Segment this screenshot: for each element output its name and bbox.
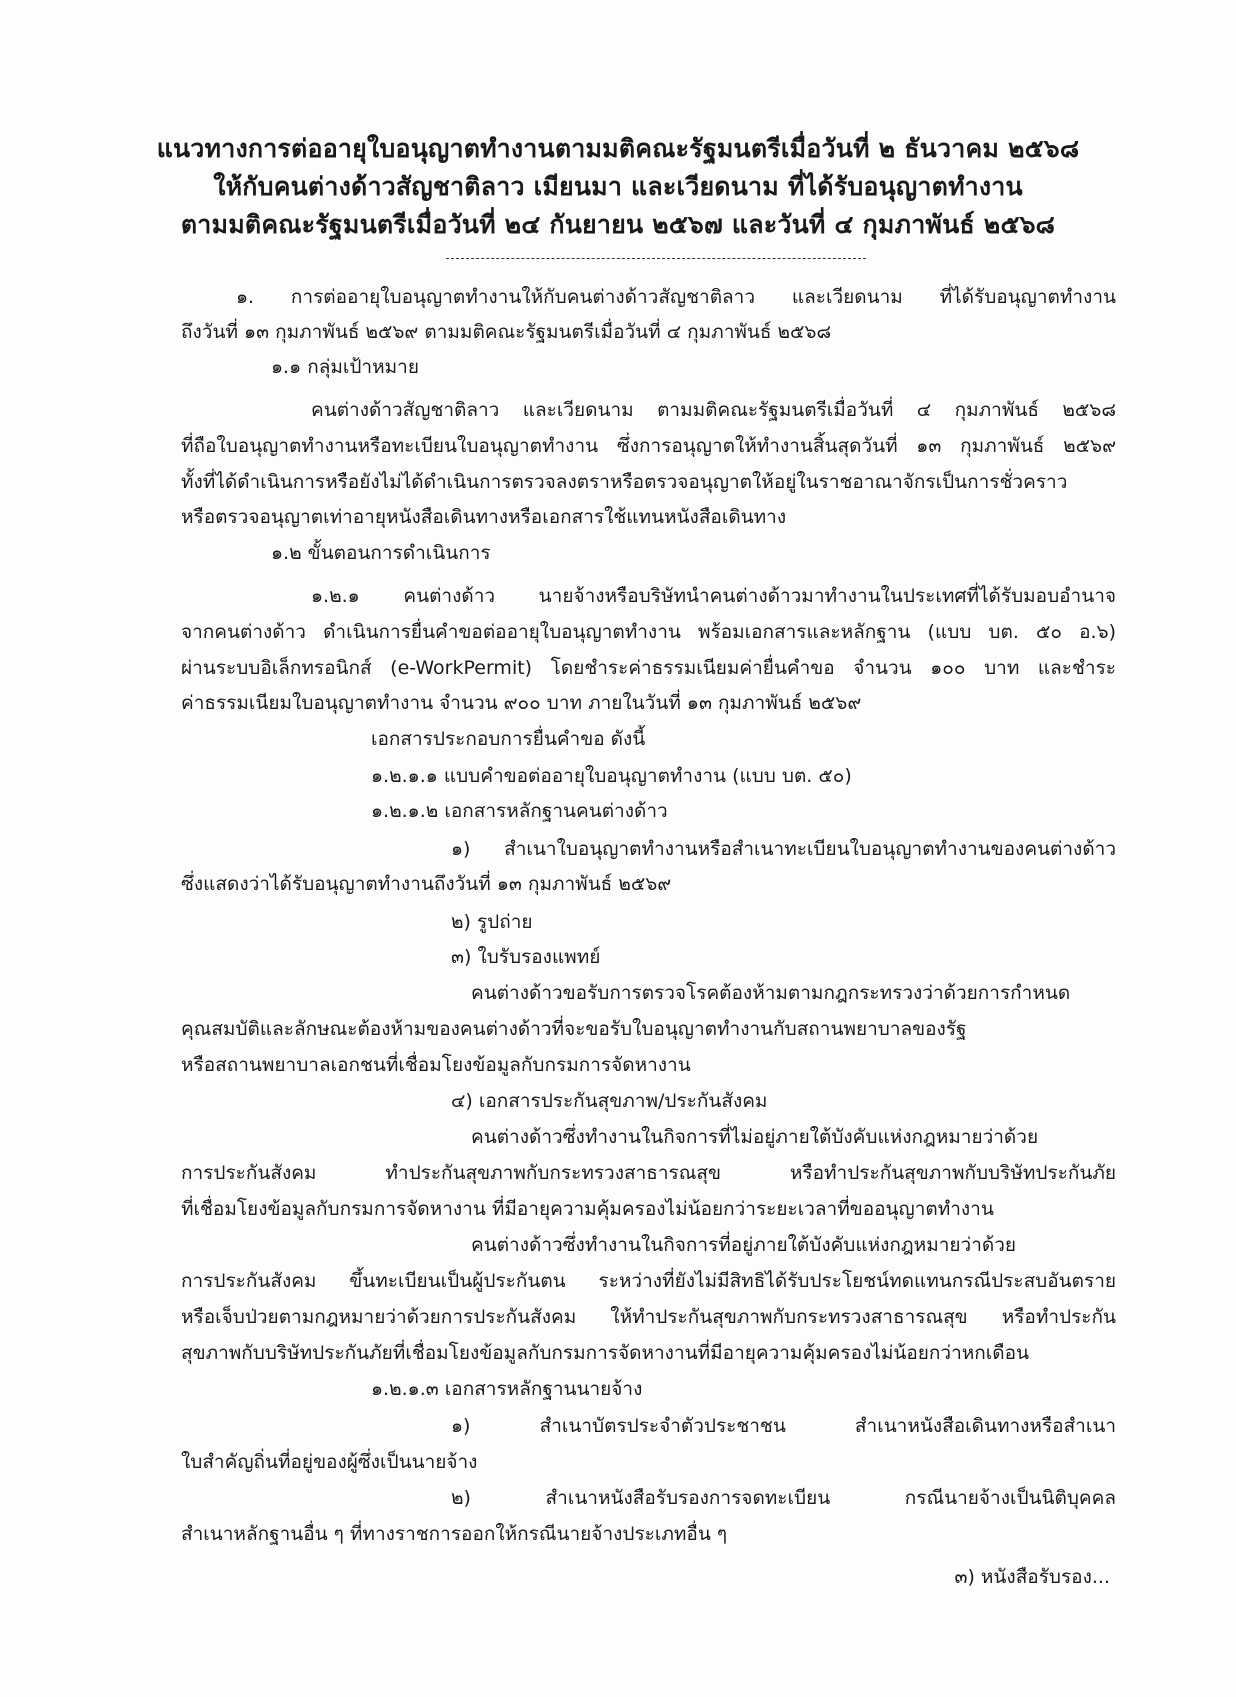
foreigner-doc-3-line-2: คุณสมบัติและลักษณะต้องห้ามของคนต่างด้าวที่จะขอรับใบอนุญาตทำงานกับสถานพยาบาลของรัฐ	[181, 1018, 967, 1040]
section-1-1-line-4: หรือตรวจอนุญาตเท่าอายุหนังสือเดินทางหรือเอกสารใช้แทนหนังสือเดินทาง	[181, 506, 787, 528]
foreigner-doc-4a-line-1: คนต่างด้าวซึ่งทำงานในกิจการที่ไม่อยู่ภายใต้บังคับแห่งกฎหมายว่าด้วย	[471, 1126, 1039, 1148]
section-1-line-2: ถึงวันที่ ๑๓ กุมภาพันธ์ ๒๕๖๙ ตามมติคณะรัฐมนตรีเมื่อวันที่ ๔ กุมภาพันธ์ ๒๕๖๘	[181, 321, 832, 343]
title-line-2: ให้กับคนต่างด้าวสัญชาติลาว เมียนมา และเวียดนาม ที่ได้รับอนุญาตทำงาน	[213, 172, 1023, 201]
section-1-2-heading: ๑.๒ ขั้นตอนการดำเนินการ	[271, 542, 491, 564]
section-1-2-1-line-4: ค่าธรรมเนียมใบอนุญาตทำงาน จำนวน ๙๐๐ บาท ภายในวันที่ ๑๓ กุมภาพันธ์ ๒๕๖๙	[181, 692, 862, 714]
foreigner-doc-4b-line-3: หรือเจ็บป่วยตามกฎหมายว่าด้วยการประกันสังคม ให้ทำประกันสุขภาพกับกระทรวงสาธารณสุข หรือทำประกัน	[181, 1306, 1116, 1328]
foreigner-doc-4b-line-4: สุขภาพกับบริษัทประกันภัยที่เชื่อมโยงข้อมูลกับกรมการจัดหางานที่มีอายุความคุ้มครองไม่น้อยกว่าหกเดือน	[181, 1342, 1029, 1364]
title-line-3: ตามมติคณะรัฐมนตรีเมื่อวันที่ ๒๔ กันยายน ๒๕๖๗ และวันที่ ๔ กุมภาพันธ์ ๒๕๖๘	[180, 210, 1056, 239]
foreigner-doc-3-line-3: หรือสถานพยาบาลเอกชนที่เชื่อมโยงข้อมูลกับกรมการจัดหางาน	[181, 1054, 691, 1076]
foreigner-doc-3-line-1: คนต่างด้าวขอรับการตรวจโรคต้องห้ามตามกฎกระทรวงว่าด้วยการกำหนด	[471, 982, 1071, 1004]
section-1-1-line-2: ที่ถือใบอนุญาตทำงานหรือทะเบียนใบอนุญาตทำงาน ซึ่งการอนุญาตให้ทำงานสิ้นสุดวันที่ ๑๓ กุมภาพันธ์ ๒๕๖๙	[181, 435, 1116, 457]
title-line-1: แนวทางการต่ออายุใบอนุญาตทำงานตามมติคณะรัฐมนตรีเมื่อวันที่ ๒ ธันวาคม ๒๕๖๘	[156, 134, 1080, 163]
title-divider	[446, 258, 866, 259]
foreigner-doc-4b-line-1: คนต่างด้าวซึ่งทำงานในกิจการที่อยู่ภายใต้บังคับแห่งกฎหมายว่าด้วย	[471, 1234, 1016, 1256]
continued-marker: ๓) หนังสือรับรอง...	[954, 1566, 1110, 1588]
employer-doc-2-line-1: ๒) สำเนาหนังสือรับรองการจดทะเบียน กรณีนายจ้างเป็นนิติบุคคล	[451, 1487, 1116, 1509]
section-1-2-1-line-2: จากคนต่างด้าว ดำเนินการยื่นคำขอต่ออายุใบอนุญาตทำงาน พร้อมเอกสารและหลักฐาน (แบบ บต. ๕๐ อ.๖)	[181, 621, 1116, 643]
document-title	[150, 130, 1086, 244]
foreigner-doc-1-line-1: ๑) สำเนาใบอนุญาตทำงานหรือสำเนาทะเบียนใบอนุญาตทำงานของคนต่างด้าว	[451, 838, 1116, 860]
section-1-2-1-line-3: ผ่านระบบอิเล็กทรอนิกส์ (e-WorkPermit) โดยชำระค่าธรรมเนียมค่ายื่นคำขอ จำนวน ๑๐๐ บาท และชำระ	[181, 657, 1116, 679]
employer-doc-2-line-2: สำเนาหลักฐานอื่น ๆ ที่ทางราชการออกให้กรณีนายจ้างประเภทอื่น ๆ	[181, 1523, 728, 1545]
section-1-2-1-1: ๑.๒.๑.๑ แบบคำขอต่ออายุใบอนุญาตทำงาน (แบบ บต. ๕๐)	[371, 765, 852, 787]
employer-doc-1-line-2: ใบสำคัญถิ่นที่อยู่ของผู้ซึ่งเป็นนายจ้าง	[181, 1451, 478, 1473]
section-1-line-1: ๑. การต่ออายุใบอนุญาตทำงานให้กับคนต่างด้าวสัญชาติลาว และเวียดนาม ที่ได้รับอนุญาตทำงาน	[236, 286, 1116, 308]
foreigner-doc-4a-line-3: ที่เชื่อมโยงข้อมูลกับกรมการจัดหางาน ที่มีอายุความคุ้มครองไม่น้อยกว่าระยะเวลาที่ขออนุญาตทำงาน	[181, 1198, 994, 1220]
section-1-1-heading: ๑.๑ กลุ่มเป้าหมาย	[271, 356, 419, 378]
section-1-1-line-1: คนต่างด้าวสัญชาติลาว และเวียดนาม ตามมติคณะรัฐมนตรีเมื่อวันที่ ๔ กุมภาพันธ์ ๒๕๖๘	[311, 399, 1116, 421]
foreigner-doc-3: ๓) ใบรับรองแพทย์	[451, 946, 601, 968]
foreigner-doc-4a-line-2: การประกันสังคม ทำประกันสุขภาพกับกระทรวงสาธารณสุข หรือทำประกันสุขภาพกับบริษัทประกันภัย	[181, 1162, 1116, 1184]
foreigner-doc-1-line-2: ซึ่งแสดงว่าได้รับอนุญาตทำงานถึงวันที่ ๑๓ กุมภาพันธ์ ๒๕๖๙	[181, 873, 672, 895]
employer-doc-1-line-1: ๑) สำเนาบัตรประจำตัวประชาชน สำเนาหนังสือเดินทางหรือสำเนา	[451, 1415, 1116, 1437]
foreigner-doc-4: ๔) เอกสารประกันสุขภาพ/ประกันสังคม	[451, 1090, 768, 1112]
documents-intro: เอกสารประกอบการยื่นคำขอ ดังนี้	[371, 728, 646, 750]
section-1-2-1-line-1: ๑.๒.๑ คนต่างด้าว นายจ้างหรือบริษัทนำคนต่างด้าวมาทำงานในประเทศที่ได้รับมอบอำนาจ	[311, 585, 1116, 607]
section-1-1-line-3: ทั้งที่ได้ดำเนินการหรือยังไม่ได้ดำเนินการตรวจลงตราหรือตรวจอนุญาตให้อยู่ในราชอาณาจักรเป็นการชั่วคราว	[181, 471, 1068, 493]
foreigner-doc-4b-line-2: การประกันสังคม ขึ้นทะเบียนเป็นผู้ประกันตน ระหว่างที่ยังไม่มีสิทธิได้รับประโยชน์ทดแทนกรณีประสบอันตราย	[181, 1270, 1116, 1292]
section-1-2-1-3: ๑.๒.๑.๓ เอกสารหลักฐานนายจ้าง	[371, 1378, 643, 1400]
foreigner-doc-2: ๒) รูปถ่าย	[451, 911, 533, 933]
section-1-2-1-2: ๑.๒.๑.๒ เอกสารหลักฐานคนต่างด้าว	[371, 800, 668, 822]
